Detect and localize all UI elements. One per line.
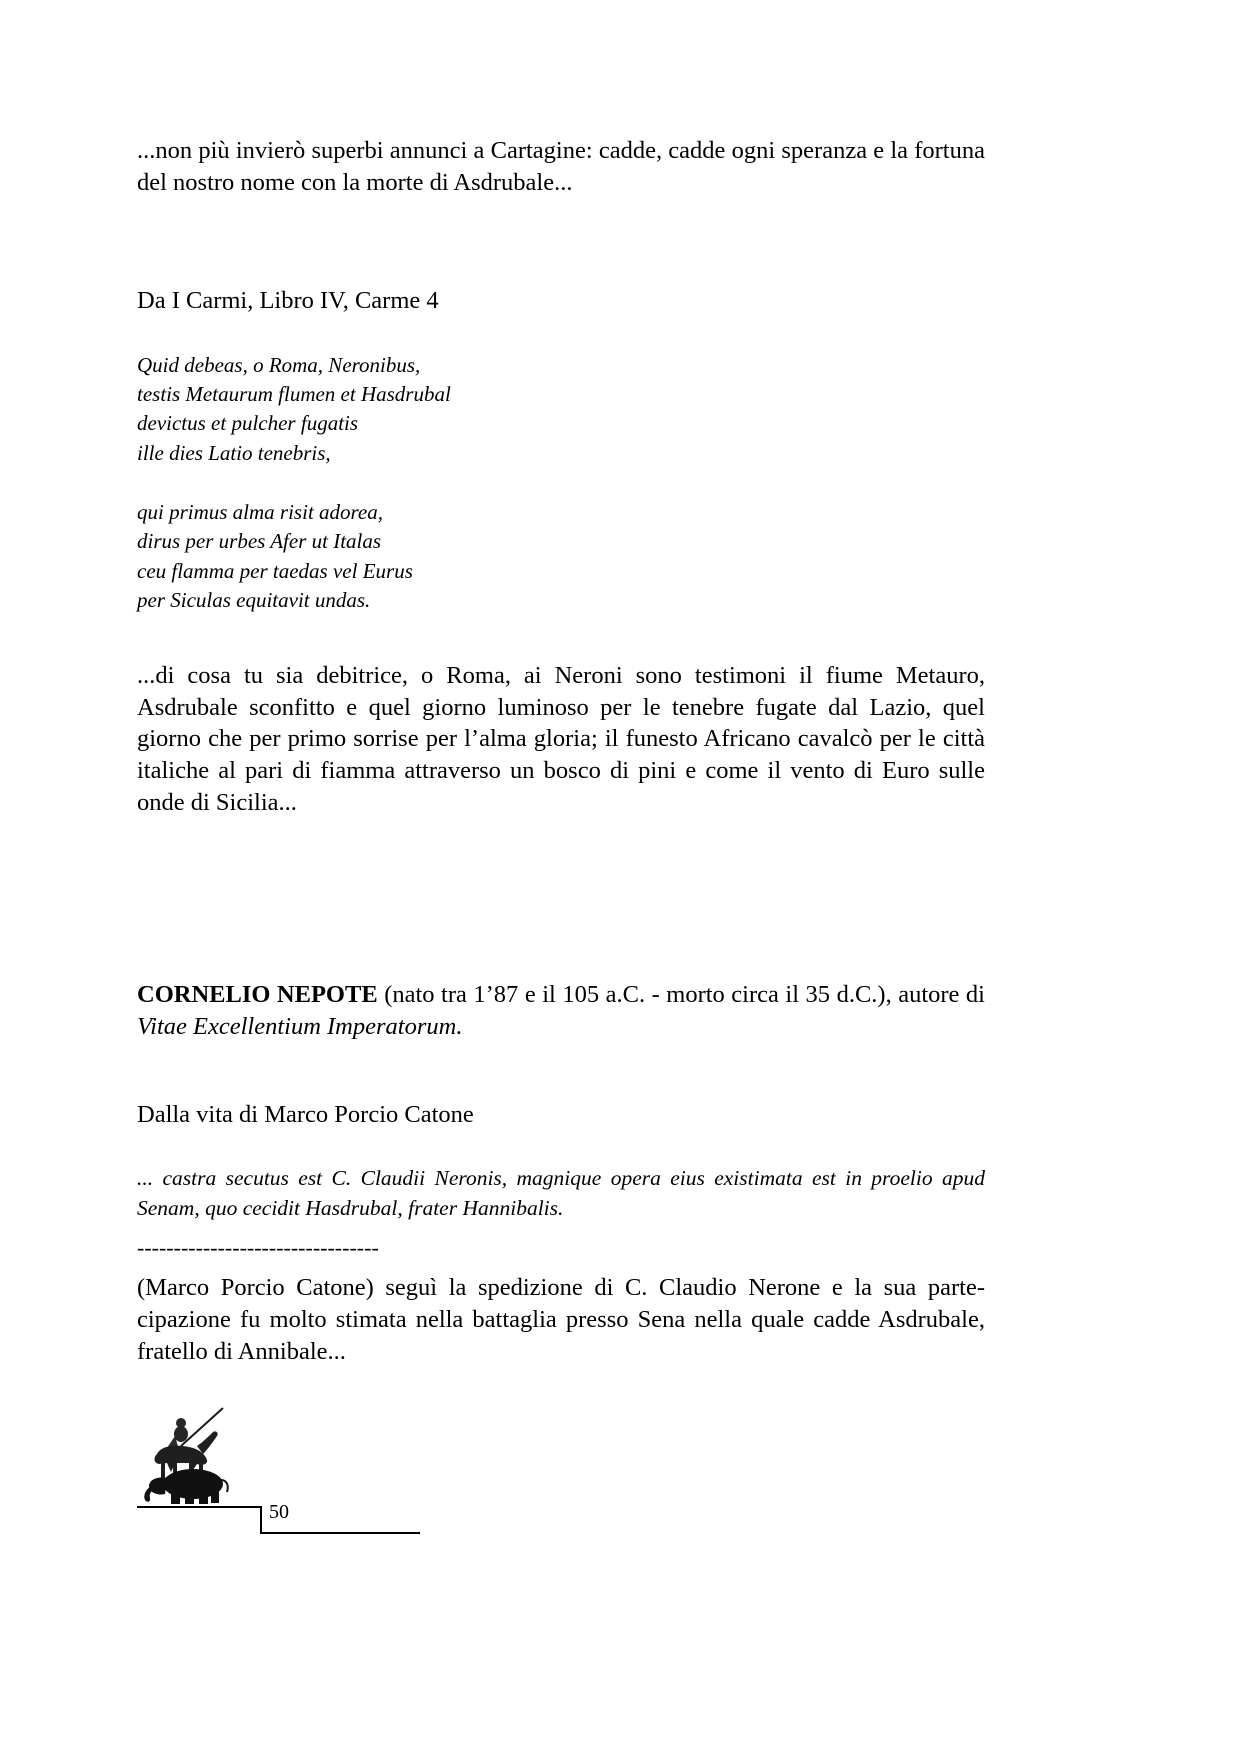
translation-paragraph: ...di cosa tu sia debitrice, o Roma, ai Neroni sono testimoni il fiume Metauro, Asdrubale sconfitto e quel giorno luminoso per le tenebre fugate dal Lazio, quel giorno che per primo sorrise per l’alma gloria; il funesto Africano cavalcò per le città italiche al pari di fiamma attraverso un bosco di pini e come il vento di Euro sulle onde di Sicilia... (137, 661, 985, 817)
footer-rule-vertical (260, 1506, 262, 1534)
author-dates: (nato tra 1’87 e il 105 a.C. - morto circa il 35 d.C.), autore di (377, 980, 985, 1008)
page-number: 50 (269, 1501, 289, 1523)
separator-dashes: --------------------------------- (137, 1234, 379, 1260)
page-footer (137, 1406, 437, 1536)
verse-stanza-2 (137, 498, 985, 616)
verse-line: ceu flamma per taedas vel Eurus (137, 558, 413, 583)
spacer (137, 616, 985, 660)
cato-section-heading: Dalla vita di Marco Porcio Catone (137, 1100, 474, 1128)
opening-excerpt-paragraph: ...non più invierò superbi annunci a Cartagine: cadde, cadde ogni speranza e la fortuna del nostro nome con la morte di Asdrubale... (137, 137, 985, 196)
page-content (137, 135, 985, 1367)
spacer (137, 935, 985, 979)
spacer (137, 1224, 985, 1236)
author-name: CORNELIO NEPOTE (137, 980, 378, 1008)
author-work-title: Vitae Excellentium Imperatorum. (137, 1012, 463, 1040)
verse-line: dirus per urbes Afer ut Italas (137, 529, 382, 554)
author-paragraph (137, 979, 985, 1043)
verse-line: testis Metaurum flumen et Hasdrubal (137, 381, 451, 406)
verse-line: ille dies Latio tenebris, (137, 440, 331, 465)
verse-stanza-1 (137, 351, 985, 469)
footer-rule-bottom (260, 1532, 420, 1534)
spacer (137, 199, 985, 285)
horseman-elephant-icon (137, 1406, 262, 1506)
spacer (137, 468, 985, 498)
verse-line: per Siculas equitavit undas. (137, 588, 371, 613)
cato-latin-quote: ... castra secutus est C. Claudii Neronis, magnique opera eius existimata est in proelio apud Senam, quo cecidit Hasdrubal, frater Hannibalis. (137, 1166, 985, 1221)
spacer (137, 317, 985, 351)
source-heading: Da I Carmi, Libro IV, Carme 4 (137, 286, 439, 314)
verse-line: devictus et pulcher fugatis (137, 411, 359, 436)
footer-rule-horizontal (137, 1506, 262, 1508)
verse-line: qui primus alma risit adorea, (137, 500, 383, 525)
spacer (137, 1260, 985, 1272)
spacer (137, 819, 985, 935)
spacer (137, 1130, 985, 1164)
verse-line: Quid debeas, o Roma, Neronibus, (137, 352, 421, 377)
cato-translation-paragraph: (Marco Porcio Catone) seguì la spedizione di C. Claudio Nerone e la sua parte-cipazione fu molto stimata nella battaglia presso Sena nella quale cadde Asdrubale, fratello di Annibale... (137, 1273, 985, 1365)
spacer (137, 1043, 985, 1099)
